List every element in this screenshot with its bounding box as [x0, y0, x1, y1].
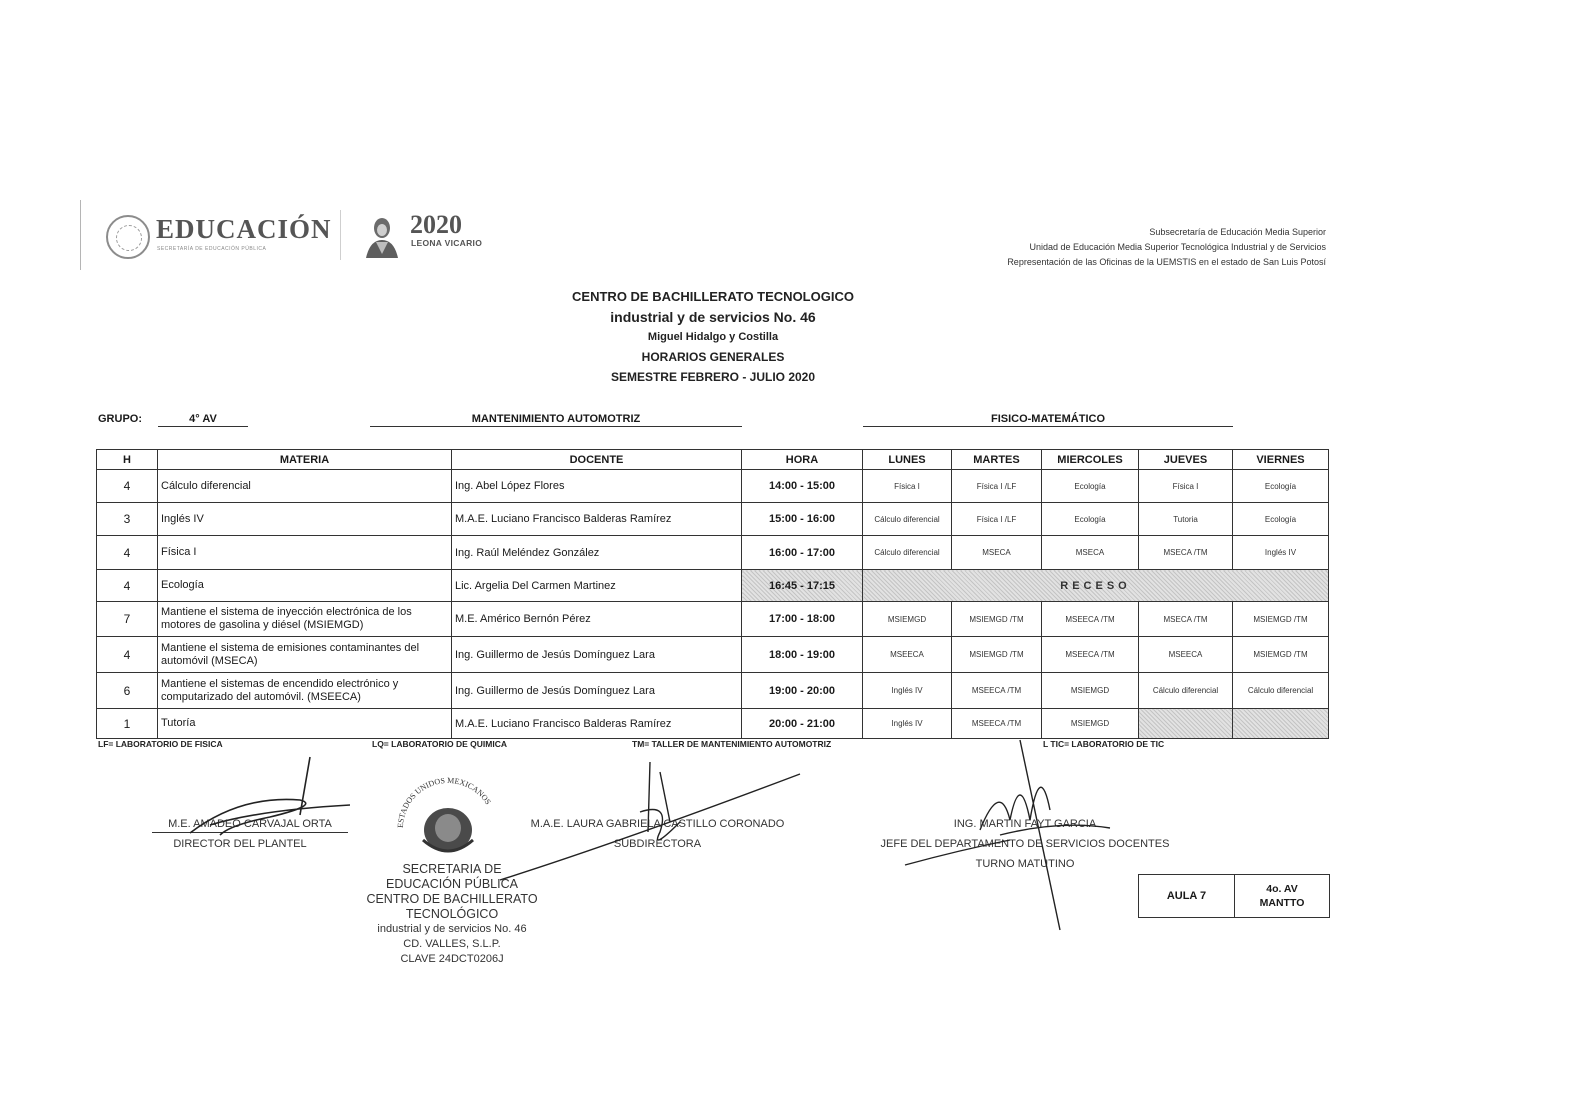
cell-viernes: Ecología [1233, 470, 1329, 503]
col-header-viernes: VIERNES [1233, 450, 1329, 470]
cell-materia: Inglés IV [158, 503, 452, 536]
cell-docente: Ing. Guillermo de Jesús Domínguez Lara [452, 637, 742, 673]
header-right-line: Subsecretaría de Educación Media Superior [1149, 227, 1326, 237]
aula-box [1138, 874, 1330, 918]
national-seal-icon [393, 768, 503, 864]
cell-materia: Mantiene el sistema de inyección electrónica de los motores de gasolina y diésel (MSIEMGD) [158, 602, 452, 637]
cell-miercoles: MSIEMGD [1042, 673, 1139, 709]
table-row [97, 602, 1329, 637]
cell-viernes: MSIEMGD /TM [1233, 637, 1329, 673]
legend-ltic: L TIC= LABORATORIO DE TIC [1043, 739, 1165, 749]
cell-martes: MSIEMGD /TM [952, 637, 1042, 673]
legend-lf: LF= LABORATORIO DE FISICA [98, 739, 223, 749]
cell-hora: 16:45 - 17:15 [742, 570, 863, 602]
jefe-turno: TURNO MATUTINO [975, 858, 1075, 870]
cell-lunes: Inglés IV [863, 709, 952, 739]
cell-hours: 4 [97, 637, 158, 673]
cell-materia: Ecología [158, 570, 452, 602]
cell-miercoles: MSEECA /TM [1042, 602, 1139, 637]
cell-materia: Tutoría [158, 709, 452, 739]
title-line-2: industrial y de servicios No. 46 [610, 309, 816, 325]
aula-group-line: 4o. AV [1266, 883, 1298, 895]
header-divider-mid [340, 210, 341, 260]
title-line-3: Miguel Hidalgo y Costilla [647, 331, 779, 343]
col-header-martes: MARTES [952, 450, 1042, 470]
legend-tm: TM= TALLER DE MANTENIMIENTO AUTOMOTRIZ [632, 739, 832, 749]
jefe-role: JEFE DEL DEPARTAMENTO DE SERVICIOS DOCENTES [880, 838, 1170, 850]
educacion-logo-subtext: SECRETARÍA DE EDUCACIÓN PÚBLICA [157, 246, 267, 252]
cell-martes: MSEECA /TM [952, 709, 1042, 739]
stamp-line: CD. VALLES, S.L.P. [403, 938, 501, 950]
sep-seal-icon [106, 215, 150, 259]
cell-materia: Cálculo diferencial [158, 470, 452, 503]
cell-viernes: Inglés IV [1233, 536, 1329, 570]
cell-hours: 1 [97, 709, 158, 739]
table-row [97, 637, 1329, 673]
col-header-docente: DOCENTE [452, 450, 742, 470]
cell-miercoles: Ecología [1042, 503, 1139, 536]
cell-martes: MSECA [952, 536, 1042, 570]
director-name: M.E. AMADEO CARVAJAL ORTA [168, 818, 332, 830]
table-row [97, 536, 1329, 570]
schedule-table [96, 449, 1329, 739]
cell-lunes: Cálculo diferencial [863, 536, 952, 570]
table-row [97, 470, 1329, 503]
title-line-5: SEMESTRE FEBRERO - JULIO 2020 [610, 370, 816, 384]
cell-lunes: MSEECA [863, 637, 952, 673]
title-line-1: CENTRO DE BACHILLERATO TECNOLOGICO [572, 289, 854, 304]
group-label: GRUPO: [98, 413, 142, 425]
jefe-signature-scribble [900, 740, 1160, 940]
seal-arc-text: ESTADOS UNIDOS MEXICANOS [395, 775, 493, 829]
cell-jueves: Cálculo diferencial [1139, 673, 1233, 709]
director-signature-scribble [150, 755, 370, 845]
cell-viernes: Ecología [1233, 503, 1329, 536]
cell-miercoles: Ecología [1042, 470, 1139, 503]
col-header-miercoles: MIERCOLES [1042, 450, 1139, 470]
cell-hora: 15:00 - 16:00 [742, 503, 863, 536]
cell-hora: 18:00 - 19:00 [742, 637, 863, 673]
col-header-lunes: LUNES [863, 450, 952, 470]
cell-lunes: Cálculo diferencial [863, 503, 952, 536]
cell-miercoles: MSECA [1042, 536, 1139, 570]
cell-jueves: MSECA /TM [1139, 602, 1233, 637]
cell-jueves: MSECA /TM [1139, 536, 1233, 570]
cell-hours: 7 [97, 602, 158, 637]
legend-lq: LQ= LABORATORIO DE QUIMICA [372, 739, 507, 749]
cell-lunes: MSIEMGD [863, 602, 952, 637]
director-role: DIRECTOR DEL PLANTEL [173, 838, 307, 850]
group-value: 4° AV [158, 413, 248, 427]
cell-martes: MSIEMGD /TM [952, 602, 1042, 637]
cell-hours: 4 [97, 570, 158, 602]
subdirectora-signature-scribble [500, 762, 820, 892]
subdirectora-name: M.A.E. LAURA GABRIELA CASTILLO CORONADO [530, 818, 785, 830]
cell-docente: M.E. Américo Bernón Pérez [452, 602, 742, 637]
carrera-name: MANTENIMIENTO AUTOMOTRIZ [370, 413, 742, 427]
title-line-4: HORARIOS GENERALES [641, 350, 785, 364]
header-right-line: Representación de las Oficinas de la UEMSTIS en el estado de San Luis Potosí [1007, 257, 1326, 267]
cell-hora: 20:00 - 21:00 [742, 709, 863, 739]
stamp-line: industrial y de servicios No. 46 [377, 923, 527, 935]
cell-materia: Física I [158, 536, 452, 570]
receso-cell: RECESO [863, 570, 1329, 602]
stamp-line: EDUCACIÓN PÚBLICA [386, 877, 518, 891]
aula-label: AULA 7 [1139, 875, 1235, 917]
header-divider-left [80, 200, 81, 270]
cell-jueves [1139, 709, 1233, 739]
cell-viernes [1233, 709, 1329, 739]
logo-year: 2020 [410, 210, 462, 239]
jefe-name: ING. MARTIN FAYT GARCIA [953, 818, 1097, 830]
cell-docente: Ing. Raúl Meléndez González [452, 536, 742, 570]
stamp-line: CLAVE 24DCT0206J [400, 953, 504, 965]
cell-miercoles: MSIEMGD [1042, 709, 1139, 739]
col-header-hora: HORA [742, 450, 863, 470]
col-header-materia: MATERIA [158, 450, 452, 470]
cell-materia: Mantiene el sistema de emisiones contaminantes del automóvil (MSECA) [158, 637, 452, 673]
cell-hora: 14:00 - 15:00 [742, 470, 863, 503]
cell-hours: 4 [97, 536, 158, 570]
cell-hours: 4 [97, 470, 158, 503]
cell-docente: Ing. Guillermo de Jesús Domínguez Lara [452, 673, 742, 709]
cell-martes: Física I /LF [952, 503, 1042, 536]
cell-jueves: Tutoria [1139, 503, 1233, 536]
col-header-h: H [97, 450, 158, 470]
cell-docente: Lic. Argelia Del Carmen Martinez [452, 570, 742, 602]
cell-hora: 19:00 - 20:00 [742, 673, 863, 709]
col-header-jueves: JUEVES [1139, 450, 1233, 470]
table-header-row [97, 450, 1329, 470]
table-row [97, 709, 1329, 739]
stamp-line: TECNOLÓGICO [405, 907, 499, 921]
header-right-line: Unidad de Educación Media Superior Tecnológica Industrial y de Servicios [1029, 242, 1326, 252]
table-row [97, 673, 1329, 709]
cell-jueves: Física I [1139, 470, 1233, 503]
stamp-line: CENTRO DE BACHILLERATO [366, 892, 538, 906]
cell-jueves: MSEECA [1139, 637, 1233, 673]
logo-leona-vicario: LEONA VICARIO [411, 238, 483, 248]
table-row [97, 503, 1329, 536]
cell-materia: Mantiene el sistemas de encendido electrónico y computarizado del automóvil. (MSEECA) [158, 673, 452, 709]
cell-hora: 16:00 - 17:00 [742, 536, 863, 570]
cell-martes: Física I /LF [952, 470, 1042, 503]
header-right-text [866, 225, 1326, 270]
stamp-line: SECRETARIA DE [402, 862, 502, 876]
aula-group-line: MANTTO [1259, 897, 1305, 909]
document-title [413, 287, 1013, 387]
cell-viernes: MSIEMGD /TM [1233, 602, 1329, 637]
cell-hours: 6 [97, 673, 158, 709]
aula-group [1235, 875, 1329, 917]
area-name: FISICO-MATEMÁTICO [863, 413, 1233, 427]
cell-lunes: Física I [863, 470, 952, 503]
cell-docente: M.A.E. Luciano Francisco Balderas Ramírez [452, 709, 742, 739]
educacion-logo-text: EDUCACIÓN [156, 214, 332, 244]
cell-hours: 3 [97, 503, 158, 536]
cell-martes: MSEECA /TM [952, 673, 1042, 709]
leona-vicario-portrait-icon [360, 214, 404, 258]
cell-hora: 17:00 - 18:00 [742, 602, 863, 637]
cell-miercoles: MSEECA /TM [1042, 637, 1139, 673]
cell-lunes: Inglés IV [863, 673, 952, 709]
table-row-receso [97, 570, 1329, 602]
cell-viernes: Cálculo diferencial [1233, 673, 1329, 709]
cell-docente: M.A.E. Luciano Francisco Balderas Ramírez [452, 503, 742, 536]
cell-docente: Ing. Abel López Flores [452, 470, 742, 503]
subdirectora-role: SUBDIRECTORA [613, 838, 702, 850]
